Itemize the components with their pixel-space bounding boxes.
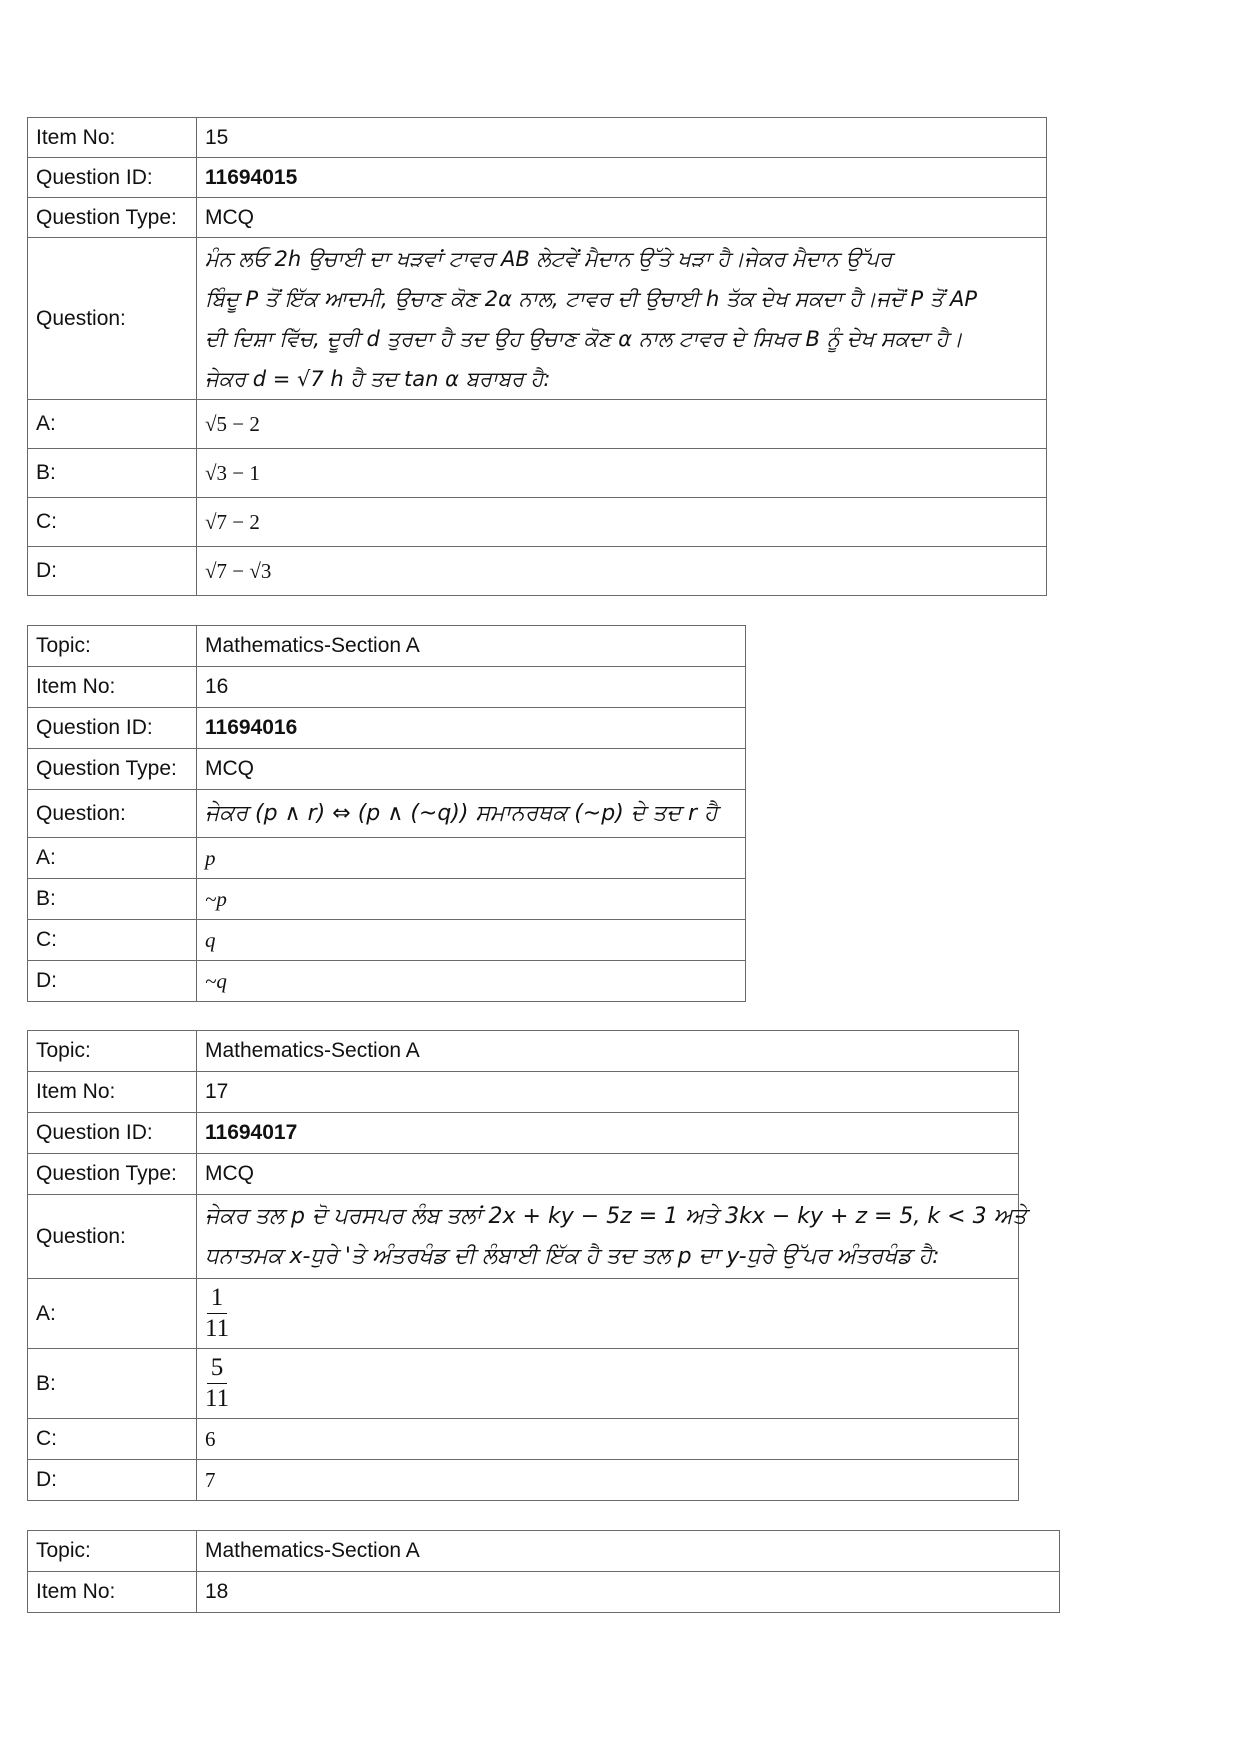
label-question-id: Question ID: (28, 708, 197, 749)
option-value: √7 − √3 (197, 547, 1047, 596)
label-item-no: Item No: (28, 667, 197, 708)
question-text (197, 1195, 1027, 1279)
row-question-id (28, 158, 1047, 198)
value-item-no: 17 (197, 1072, 1019, 1113)
row-topic (28, 1031, 1019, 1072)
question-line: ਮੰਨ ਲਓ 2h ਉਚਾਈ ਦਾ ਖੜਵਾਂ ਟਾਵਰ AB ਲੇਟਵੇਂ ਮੈਦਾਨ ਉੱਤੇ ਖੜਾ ਹੈ।ਜੇਕਰ ਮੈਦਾਨ ਉੱਪਰ (205, 246, 893, 271)
value-item-no: 15 (197, 118, 1047, 158)
option-label: C: (28, 498, 197, 547)
value-topic: Mathematics-Section A (197, 1531, 1060, 1572)
option-label: C: (28, 920, 197, 961)
option-label: A: (28, 400, 197, 449)
label-question: Question: (28, 238, 197, 400)
row-option-d (28, 961, 746, 1002)
row-option-c (28, 920, 746, 961)
label-topic: Topic: (28, 1031, 197, 1072)
fraction (205, 1283, 229, 1344)
option-value: ~q (197, 961, 746, 1002)
row-option-c (28, 498, 1047, 547)
fraction-denominator: 11 (205, 1385, 230, 1412)
question-text: ਜੇਕਰ (p ∧ r) ⇔ (p ∧ (~q)) ਸਮਾਨਰਥਕ (~p) ਦੇ ਤਦ r ਹੈ (197, 790, 746, 838)
question-line: ਬਿੰਦੂ P ਤੋਂ ਇੱਕ ਆਦਮੀ, ਉਚਾਣ ਕੋਣ 2α ਨਾਲ, ਟਾਵਰ ਦੀ ਉਚਾਈ h ਤੱਕ ਦੇਖ ਸਕਦਾ ਹੈ।ਜਦੋਂ P ਤੋਂ AP (205, 286, 978, 311)
option-value: √3 − 1 (197, 449, 1047, 498)
option-label: A: (28, 838, 197, 879)
option-value: 7 (197, 1460, 1019, 1501)
row-item-no (28, 667, 746, 708)
option-label: C: (28, 1419, 197, 1460)
row-option-d (28, 547, 1047, 596)
label-question-type: Question Type: (28, 198, 197, 238)
option-value (197, 1279, 1019, 1349)
option-value: q (197, 920, 746, 961)
value-question-id: 11694015 (197, 158, 1047, 198)
question-text (197, 238, 1047, 400)
row-option-b (28, 879, 746, 920)
value-question-id: 11694016 (197, 708, 746, 749)
row-option-a (28, 400, 1047, 449)
option-value: p (197, 838, 746, 879)
label-item-no: Item No: (28, 1072, 197, 1113)
label-topic: Topic: (28, 626, 197, 667)
question-table-16 (27, 625, 746, 1002)
value-item-no: 16 (197, 667, 746, 708)
value-question-type: MCQ (197, 198, 1047, 238)
row-item-no (28, 1072, 1019, 1113)
question-line: ਜੇਕਰ ਤਲ p ਦੋ ਪਰਸਪਰ ਲੰਬ ਤਲਾਂ 2x + ky − 5z = 1 ਅਤੇ 3kx − ky + z = 5, k < 3 ਅਤੇ (205, 1203, 1027, 1229)
label-question-id: Question ID: (28, 158, 197, 198)
option-label: D: (28, 547, 197, 596)
question-line: ਧਨਾਤਮਕ x-ਧੁਰੇ 'ਤੇ ਅੰਤਰਖੰਡ ਦੀ ਲੰਬਾਈ ਇੱਕ ਹੈ ਤਦ ਤਲ p ਦਾ y-ਧੁਰੇ ਉੱਪਰ ਅੰਤਰਖੰਡ ਹੈ: (205, 1243, 940, 1269)
value-question-id: 11694017 (197, 1113, 1019, 1154)
fraction-denominator: 11 (205, 1315, 230, 1342)
label-question-type: Question Type: (28, 1154, 197, 1195)
option-label: D: (28, 961, 197, 1002)
row-question-id (28, 1113, 1019, 1154)
row-question (28, 238, 1047, 400)
label-question: Question: (28, 1195, 197, 1279)
option-label: A: (28, 1279, 197, 1349)
option-label: B: (28, 449, 197, 498)
row-option-d (28, 1460, 1019, 1501)
row-option-a (28, 838, 746, 879)
fraction-numerator: 5 (207, 1353, 228, 1384)
row-option-b (28, 1349, 1019, 1419)
row-option-a (28, 1279, 1019, 1349)
label-question-id: Question ID: (28, 1113, 197, 1154)
option-label: B: (28, 1349, 197, 1419)
question-line: ਦੀ ਦਿਸ਼ਾ ਵਿੱਚ, ਦੂਰੀ d ਤੁਰਦਾ ਹੈ ਤਦ ਉਹ ਉਚਾਣ ਕੋਣ α ਨਾਲ ਟਾਵਰ ਦੇ ਸਿਖਰ B ਨੂੰ ਦੇਖ ਸਕਦਾ ਹੈ। (205, 326, 963, 351)
value-question-type: MCQ (197, 1154, 1019, 1195)
value-item-no: 18 (197, 1572, 1060, 1613)
label-question-type: Question Type: (28, 749, 197, 790)
option-value: √5 − 2 (197, 400, 1047, 449)
row-item-no (28, 1572, 1060, 1613)
row-item-no (28, 118, 1047, 158)
row-topic (28, 1531, 1060, 1572)
row-question (28, 1195, 1019, 1279)
row-question-type (28, 1154, 1019, 1195)
option-value: 6 (197, 1419, 1019, 1460)
row-question-type (28, 198, 1047, 238)
label-item-no: Item No: (28, 1572, 197, 1613)
row-option-c (28, 1419, 1019, 1460)
question-table-18 (27, 1530, 1060, 1613)
label-item-no: Item No: (28, 118, 197, 158)
row-topic (28, 626, 746, 667)
question-line: ਜੇਕਰ d = √7 h ਹੈ ਤਦ tan α ਬਰਾਬਰ ਹੈ: (205, 366, 551, 391)
row-question (28, 790, 746, 838)
option-label: D: (28, 1460, 197, 1501)
row-question-type (28, 749, 746, 790)
value-question-type: MCQ (197, 749, 746, 790)
label-topic: Topic: (28, 1531, 197, 1572)
row-question-id (28, 708, 746, 749)
value-topic: Mathematics-Section A (197, 626, 746, 667)
fraction (205, 1353, 229, 1414)
option-value: √7 − 2 (197, 498, 1047, 547)
option-value: ~p (197, 879, 746, 920)
row-option-b (28, 449, 1047, 498)
value-topic: Mathematics-Section A (197, 1031, 1019, 1072)
option-value (197, 1349, 1019, 1419)
question-table-15 (27, 117, 1047, 596)
fraction-numerator: 1 (207, 1283, 228, 1314)
option-label: B: (28, 879, 197, 920)
question-table-17 (27, 1030, 1027, 1501)
label-question: Question: (28, 790, 197, 838)
